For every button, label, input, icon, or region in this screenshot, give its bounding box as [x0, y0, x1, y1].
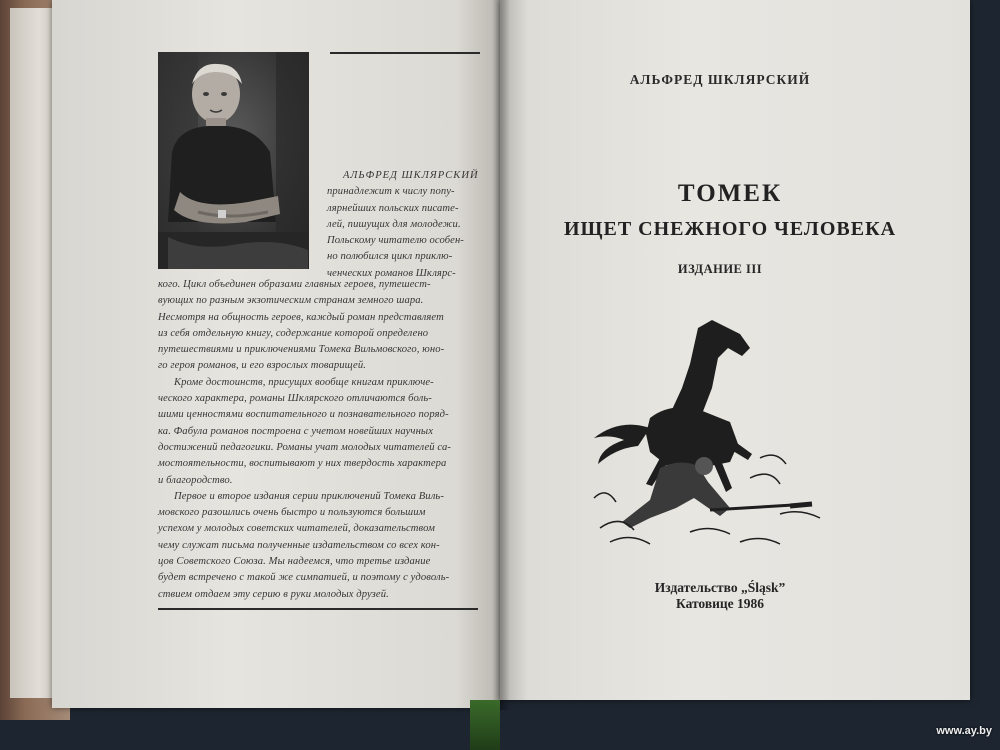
text-line: вующих по разным экзотическим странам земного шара. [158, 295, 424, 307]
text-line: будет встречено с такой же симпатией, и поэтому с удоволь- [158, 572, 450, 584]
portrait-illustration [158, 52, 309, 269]
text-line: и благородство. [158, 474, 233, 486]
text-line: успехом у молодых советских читателей, доказательством [158, 523, 435, 535]
book-subtitle: ИЩЕТ СНЕЖНОГО ЧЕЛОВЕКА [563, 218, 897, 240]
top-rule [330, 52, 480, 54]
publisher-city-year: Катовице 1986 [675, 596, 765, 611]
text-line: го героя романов, и его взрослых товарищей. [158, 360, 366, 372]
text-line: лей, пишущих для молодежи. [327, 218, 461, 230]
text-line: из себя отдельную книгу, содержание которой определено [158, 327, 429, 339]
text-line: мовского разошлись очень быстро и пользуются большим [158, 507, 426, 519]
text-line: ствием отдаем эту серию в руки молодых друзей. [158, 588, 389, 600]
text-line: Несмотря на общность героев, каждый роман представляет [158, 311, 444, 323]
intro-text-side [327, 168, 492, 282]
text-line: ченческих романов Шклярс- [327, 267, 456, 279]
text-line: ческого характера, романы Шклярского отличаются боль- [158, 393, 432, 405]
horse-rider-illustration [590, 318, 840, 550]
title-page-author: АЛЬФРЕД ШКЛЯРСКИЙ [629, 72, 811, 87]
text-line: но полюбился цикл приклю- [327, 251, 453, 263]
author-name-left: АЛЬФРЕД ШКЛЯРСКИЙ [343, 170, 479, 181]
site-watermark: www.ay.by [936, 725, 992, 737]
text-line: достижений педагогики. Романы учат молодых читателей са- [158, 441, 451, 453]
text-line: ка. Фабула романов построена с учетом новейших научных [158, 425, 434, 437]
publisher-name: Издательство „Śląsk” [654, 580, 786, 595]
text-line: мостоятельности, воспитывают у них твердость характера [158, 458, 447, 470]
text-line: принадлежит к числу попу- [327, 186, 455, 198]
text-line: Первое и второе издания серии приключений Томека Виль- [174, 490, 444, 502]
text-line: шими ценностями воспитательного и познавательного поряд- [158, 409, 449, 421]
text-line: путешествиями и приключениями Томека Вильмовского, юно- [158, 344, 445, 356]
text-line: чему служат письма полученные издательством со всех кон- [158, 539, 440, 551]
intro-text-full [158, 277, 493, 603]
bookmark-ribbon [470, 700, 500, 750]
book-gutter [492, 0, 510, 710]
text-line: цов Советского Союза. Мы надеемся, что третье издание [158, 556, 431, 568]
bottom-rule [158, 608, 478, 610]
book-title: ТОМЕК [677, 180, 783, 207]
author-portrait-photo [158, 52, 309, 269]
edition-label: ИЗДАНИЕ III [677, 262, 763, 276]
text-line: Кроме достоинств, присущих вообще книгам приключе- [174, 376, 434, 388]
text-line: Польскому читателю особен- [327, 235, 464, 247]
text-line: кого. Цикл объединен образами главных героев, путешест- [158, 279, 431, 290]
publisher-info [600, 580, 840, 612]
text-line: лярнейших польских писате- [327, 202, 459, 214]
